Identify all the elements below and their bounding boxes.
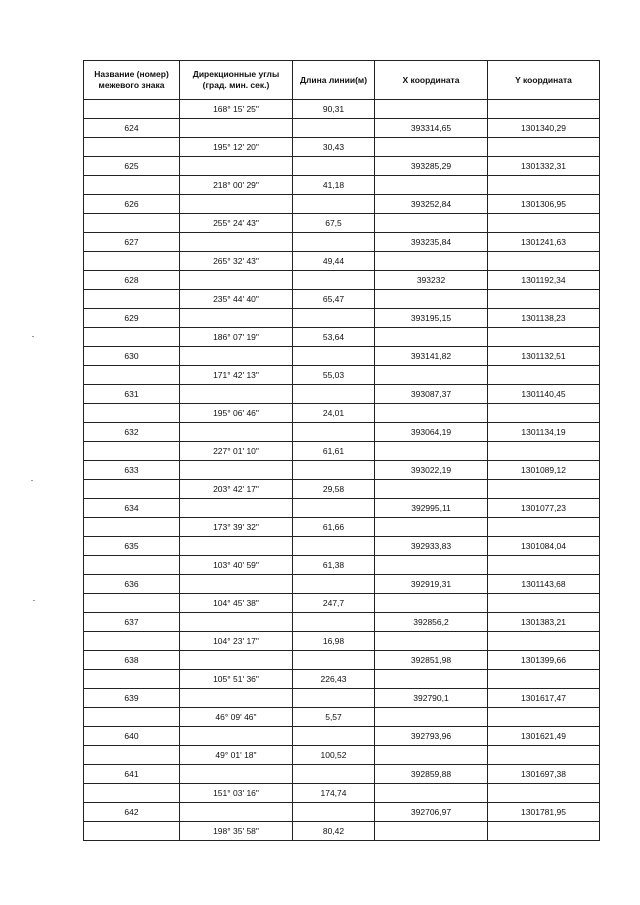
line-length-cell [293,233,375,252]
point-name-cell: 634 [84,499,180,518]
line-length-cell [293,613,375,632]
point-name-cell [84,708,180,727]
header-row [84,61,600,100]
line-length-cell [293,461,375,480]
x-coordinate-cell: 392859,88 [375,765,488,784]
y-coordinate-cell [488,708,600,727]
segment-row [84,708,600,727]
y-coordinate-cell [488,404,600,423]
x-coordinate-cell: 392790,1 [375,689,488,708]
y-coordinate-cell: 1301697,38 [488,765,600,784]
x-coordinate-cell [375,784,488,803]
point-name-cell [84,290,180,309]
line-length-cell [293,347,375,366]
y-coordinate-cell [488,746,600,765]
point-name-cell [84,594,180,613]
line-length-cell: 80,42 [293,822,375,841]
point-name-cell: 624 [84,119,180,138]
line-length-cell: 61,38 [293,556,375,575]
line-length-cell [293,385,375,404]
bearing-cell: 198° 35' 58" [180,822,293,841]
x-coordinate-cell [375,328,488,347]
y-coordinate-cell [488,518,600,537]
bearing-cell [180,119,293,138]
point-row [84,727,600,746]
segment-row [84,442,600,461]
x-coordinate-cell [375,404,488,423]
line-length-cell [293,537,375,556]
line-length-cell: 53,64 [293,328,375,347]
point-name-cell: 636 [84,575,180,594]
bearing-cell: 195° 12' 20" [180,138,293,157]
y-coordinate-cell [488,822,600,841]
point-name-cell [84,518,180,537]
x-coordinate-cell [375,290,488,309]
point-name-cell: 628 [84,271,180,290]
point-name-cell [84,252,180,271]
bearing-cell [180,499,293,518]
x-coordinate-cell: 393232 [375,271,488,290]
bearing-cell [180,803,293,822]
point-name-cell: 637 [84,613,180,632]
segment-row [84,594,600,613]
header-point-name: Название (номер) межевого знака [84,61,180,100]
bearing-cell [180,271,293,290]
point-name-cell: 627 [84,233,180,252]
line-length-cell: 5,57 [293,708,375,727]
y-coordinate-cell: 1301332,31 [488,157,600,176]
point-row [84,651,600,670]
bearing-cell [180,309,293,328]
y-coordinate-cell: 1301077,23 [488,499,600,518]
segment-row [84,556,600,575]
segment-row [84,100,600,119]
y-coordinate-cell [488,100,600,119]
line-length-cell: 65,47 [293,290,375,309]
point-row [84,537,600,556]
line-length-cell: 55,03 [293,366,375,385]
point-name-cell: 626 [84,195,180,214]
segment-row [84,784,600,803]
point-row [84,575,600,594]
x-coordinate-cell: 392919,31 [375,575,488,594]
y-coordinate-cell [488,214,600,233]
line-length-cell: 100,52 [293,746,375,765]
point-name-cell [84,822,180,841]
segment-row [84,214,600,233]
point-name-cell [84,176,180,195]
y-coordinate-cell: 1301084,04 [488,537,600,556]
bearing-cell: 168° 15' 25" [180,100,293,119]
y-coordinate-cell: 1301132,51 [488,347,600,366]
point-row [84,461,600,480]
bearing-cell [180,233,293,252]
y-coordinate-cell: 1301134,19 [488,423,600,442]
segment-row [84,670,600,689]
x-coordinate-cell: 393195,15 [375,309,488,328]
x-coordinate-cell: 392933,83 [375,537,488,556]
segment-row [84,138,600,157]
point-row [84,233,600,252]
y-coordinate-cell: 1301241,63 [488,233,600,252]
line-length-cell: 49,44 [293,252,375,271]
bearing-cell: 235° 44' 40" [180,290,293,309]
x-coordinate-cell: 393141,82 [375,347,488,366]
point-name-cell: 630 [84,347,180,366]
line-length-cell: 174,74 [293,784,375,803]
scan-speck [31,480,33,481]
bearing-cell [180,461,293,480]
header-x-coordinate: X координата [375,61,488,100]
x-coordinate-cell [375,518,488,537]
bearing-cell: 104° 45' 38" [180,594,293,613]
bearing-cell: 255° 24' 43" [180,214,293,233]
point-name-cell [84,100,180,119]
x-coordinate-cell: 393314,65 [375,119,488,138]
x-coordinate-cell: 392856,2 [375,613,488,632]
point-name-cell [84,442,180,461]
scan-speck [32,336,34,337]
point-row [84,385,600,404]
segment-row [84,366,600,385]
point-name-cell: 642 [84,803,180,822]
x-coordinate-cell [375,556,488,575]
x-coordinate-cell: 393022,19 [375,461,488,480]
header-bearing: Дирекционные углы (град. мин. сек.) [180,61,293,100]
segment-row [84,518,600,537]
y-coordinate-cell [488,594,600,613]
bearing-cell: 49° 01' 18" [180,746,293,765]
header-line-length: Длина линии(м) [293,61,375,100]
point-name-cell [84,480,180,499]
point-name-cell: 638 [84,651,180,670]
header-y-coordinate: Y координата [488,61,600,100]
x-coordinate-cell [375,670,488,689]
x-coordinate-cell [375,480,488,499]
bearing-cell: 171° 42' 13" [180,366,293,385]
y-coordinate-cell: 1301192,34 [488,271,600,290]
point-name-cell: 631 [84,385,180,404]
line-length-cell [293,727,375,746]
point-name-cell [84,746,180,765]
point-name-cell: 632 [84,423,180,442]
point-row [84,347,600,366]
line-length-cell: 226,43 [293,670,375,689]
y-coordinate-cell: 1301089,12 [488,461,600,480]
x-coordinate-cell [375,708,488,727]
x-coordinate-cell [375,594,488,613]
line-length-cell [293,803,375,822]
point-name-cell [84,556,180,575]
y-coordinate-cell: 1301617,47 [488,689,600,708]
segment-row [84,404,600,423]
bearing-cell: 173° 39' 32" [180,518,293,537]
x-coordinate-cell: 392793,96 [375,727,488,746]
point-row [84,309,600,328]
segment-row [84,290,600,309]
x-coordinate-cell [375,252,488,271]
line-length-cell [293,423,375,442]
y-coordinate-cell [488,252,600,271]
point-name-cell [84,328,180,347]
bearing-cell [180,347,293,366]
x-coordinate-cell: 393087,37 [375,385,488,404]
line-length-cell [293,765,375,784]
line-length-cell: 24,01 [293,404,375,423]
point-row [84,499,600,518]
y-coordinate-cell [488,176,600,195]
point-name-cell: 641 [84,765,180,784]
scan-speck [33,600,35,601]
segment-row [84,632,600,651]
y-coordinate-cell [488,480,600,499]
y-coordinate-cell [488,366,600,385]
y-coordinate-cell: 1301140,45 [488,385,600,404]
line-length-cell [293,575,375,594]
line-length-cell [293,119,375,138]
bearing-cell: 104° 23' 17" [180,632,293,651]
segment-row [84,328,600,347]
bearing-cell [180,575,293,594]
line-length-cell: 247,7 [293,594,375,613]
y-coordinate-cell [488,138,600,157]
bearing-cell: 151° 03' 16" [180,784,293,803]
point-name-cell [84,670,180,689]
point-name-cell: 633 [84,461,180,480]
point-row [84,613,600,632]
x-coordinate-cell [375,366,488,385]
bearing-cell [180,423,293,442]
bearing-cell: 203° 42' 17" [180,480,293,499]
bearing-cell [180,385,293,404]
y-coordinate-cell: 1301383,21 [488,613,600,632]
bearing-cell: 46° 09' 46" [180,708,293,727]
segment-row [84,822,600,841]
point-name-cell: 625 [84,157,180,176]
segment-row [84,176,600,195]
line-length-cell [293,157,375,176]
point-name-cell [84,214,180,233]
line-length-cell [293,651,375,670]
line-length-cell [293,195,375,214]
point-name-cell: 629 [84,309,180,328]
bearing-cell [180,537,293,556]
segment-row [84,480,600,499]
point-row [84,157,600,176]
x-coordinate-cell [375,100,488,119]
point-name-cell: 635 [84,537,180,556]
y-coordinate-cell [488,290,600,309]
line-length-cell: 16,98 [293,632,375,651]
y-coordinate-cell [488,328,600,347]
bearing-cell [180,727,293,746]
bearing-cell [180,765,293,784]
line-length-cell [293,689,375,708]
point-row [84,119,600,138]
point-name-cell [84,138,180,157]
x-coordinate-cell: 392706,97 [375,803,488,822]
line-length-cell [293,271,375,290]
x-coordinate-cell: 393235,84 [375,233,488,252]
line-length-cell: 30,43 [293,138,375,157]
bearing-cell: 195° 06' 46" [180,404,293,423]
x-coordinate-cell [375,176,488,195]
bearing-cell [180,613,293,632]
x-coordinate-cell [375,822,488,841]
y-coordinate-cell [488,670,600,689]
point-name-cell [84,366,180,385]
y-coordinate-cell: 1301399,66 [488,651,600,670]
y-coordinate-cell [488,632,600,651]
bearing-cell [180,689,293,708]
point-name-cell [84,632,180,651]
coordinates-table [83,60,600,841]
table-body [84,100,600,841]
y-coordinate-cell: 1301621,49 [488,727,600,746]
x-coordinate-cell: 393252,84 [375,195,488,214]
x-coordinate-cell: 393064,19 [375,423,488,442]
line-length-cell: 67,5 [293,214,375,233]
point-row [84,423,600,442]
line-length-cell: 29,58 [293,480,375,499]
segment-row [84,252,600,271]
point-name-cell: 639 [84,689,180,708]
x-coordinate-cell [375,442,488,461]
bearing-cell: 218° 00' 29" [180,176,293,195]
point-row [84,689,600,708]
x-coordinate-cell: 392995,11 [375,499,488,518]
bearing-cell: 103° 40' 59" [180,556,293,575]
line-length-cell: 61,61 [293,442,375,461]
point-row [84,195,600,214]
line-length-cell: 41,18 [293,176,375,195]
line-length-cell [293,309,375,328]
x-coordinate-cell [375,746,488,765]
bearing-cell: 186° 07' 19" [180,328,293,347]
y-coordinate-cell: 1301306,95 [488,195,600,214]
x-coordinate-cell [375,632,488,651]
point-row [84,765,600,784]
point-row [84,803,600,822]
y-coordinate-cell [488,442,600,461]
y-coordinate-cell [488,556,600,575]
x-coordinate-cell: 393285,29 [375,157,488,176]
point-row [84,271,600,290]
line-length-cell: 90,31 [293,100,375,119]
line-length-cell [293,499,375,518]
y-coordinate-cell: 1301340,29 [488,119,600,138]
x-coordinate-cell [375,138,488,157]
bearing-cell [180,651,293,670]
point-name-cell: 640 [84,727,180,746]
bearing-cell: 265° 32' 43" [180,252,293,271]
x-coordinate-cell: 392851,98 [375,651,488,670]
point-name-cell [84,404,180,423]
segment-row [84,746,600,765]
y-coordinate-cell: 1301138,23 [488,309,600,328]
y-coordinate-cell: 1301143,68 [488,575,600,594]
y-coordinate-cell: 1301781,95 [488,803,600,822]
point-name-cell [84,784,180,803]
bearing-cell [180,195,293,214]
y-coordinate-cell [488,784,600,803]
line-length-cell: 61,66 [293,518,375,537]
bearing-cell [180,157,293,176]
bearing-cell: 105° 51' 36" [180,670,293,689]
x-coordinate-cell [375,214,488,233]
bearing-cell: 227° 01' 10" [180,442,293,461]
